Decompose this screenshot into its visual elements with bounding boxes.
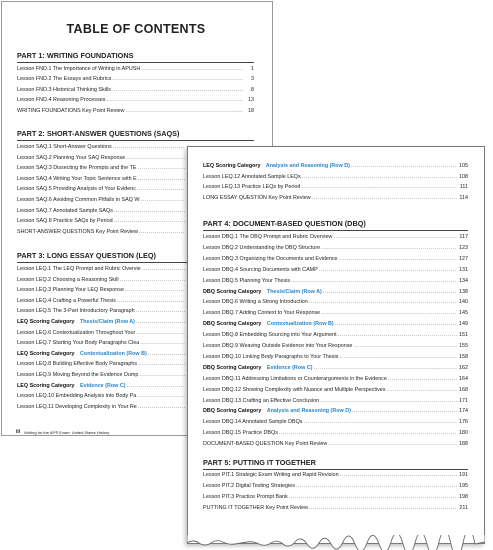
- toc-entry: [203, 267, 468, 274]
- entry-title: Lesson LEQ.6 Contextualization Throughout Your: [17, 329, 136, 336]
- scoring-category-label: [17, 383, 126, 390]
- dot-leader: [303, 419, 457, 426]
- dot-leader: [140, 197, 185, 204]
- category-name: LEQ Scoring Category: [17, 319, 75, 325]
- dot-leader: [139, 372, 185, 379]
- toc-entry: [203, 472, 468, 479]
- scoring-category-label: [203, 321, 334, 328]
- page-number: 168: [459, 386, 468, 393]
- page-number: 140: [459, 299, 468, 306]
- entry-title: Lesson LEQ.4 Crafting a Powerful Thesis: [17, 297, 116, 304]
- entry-title: Lesson DBQ.11 Addressing Limitations or Counterarguments in the Evidence: [203, 375, 387, 382]
- toc-entry: [17, 340, 186, 347]
- toc-entry: [17, 87, 254, 94]
- entry-title: Lesson DBQ.10 Linking Body Paragraphs to Your Thesis: [203, 353, 339, 360]
- dot-leader: [140, 340, 185, 347]
- dot-leader: [340, 472, 457, 479]
- category-row-label: Evidence (Row C): [265, 364, 313, 371]
- dot-leader: [351, 163, 457, 170]
- dot-leader: [301, 184, 457, 191]
- scoring-category-label: [17, 319, 135, 326]
- page-number: 114: [459, 194, 468, 201]
- toc-entry: [203, 278, 468, 285]
- entry-title: Lesson SAQ.5 Providing Analysis of Your Evidenc: [17, 186, 136, 193]
- entry-title: Lesson SAQ.2 Planning Your SAQ Response: [17, 154, 126, 161]
- page-number: 171: [459, 397, 468, 404]
- toc-entry: [17, 330, 186, 337]
- scoring-category-row: [17, 319, 186, 326]
- dot-leader: [142, 266, 185, 273]
- page-number: 158: [459, 353, 468, 360]
- page-number: 131: [459, 266, 468, 273]
- page-number: 155: [459, 343, 468, 349]
- entry-title: Lesson SAQ.6 Avoiding Common Pitfalls in SAQ W: [17, 197, 140, 203]
- dot-leader: [120, 277, 185, 284]
- category-row-label: Contextualization (Row B): [265, 321, 334, 328]
- toc-entry: [203, 245, 468, 252]
- scoring-category-row: [203, 365, 468, 372]
- dot-leader: [137, 186, 185, 193]
- category-row-label: Contextualization (Row B): [78, 350, 147, 357]
- toc-entry: [17, 393, 186, 400]
- toc-entry: [203, 195, 468, 202]
- entry-title: Lesson LEQ.8 Building Effective Body Paragraphs: [17, 361, 138, 368]
- part5-rule: [203, 469, 468, 470]
- category-row-label: Analysis and Reasoning (Row D): [265, 408, 351, 415]
- category-name: DBQ Scoring Category: [203, 408, 262, 415]
- entry-title: Lesson DBQ.3 Organizing the Documents and Evidence: [203, 255, 338, 262]
- dot-leader: [313, 365, 457, 372]
- dot-leader: [320, 398, 457, 405]
- toc-entry: [203, 430, 468, 437]
- entry-title: Lesson LEQ.9 Moving Beyond the Evidence Dump: [17, 372, 139, 378]
- category-name: LEQ Scoring Category: [203, 163, 261, 169]
- dot-leader: [323, 289, 457, 296]
- dot-leader: [106, 97, 243, 104]
- entry-title: Lesson LEQ.2 Choosing a Reasoning Skill: [17, 276, 119, 283]
- toc-entry: [203, 505, 468, 512]
- page-number: 123: [459, 244, 468, 251]
- part4-rule: [203, 230, 468, 231]
- category-name: DBQ Scoring Category: [203, 364, 262, 371]
- toc-entry: [203, 332, 468, 339]
- dot-leader: [137, 393, 185, 400]
- dot-leader: [141, 66, 243, 73]
- part5-heading: PART 5: PUTTING IT TOGETHER: [203, 458, 316, 467]
- entry-title: Lesson DBQ.5 Planning Your Thesis: [203, 277, 291, 284]
- entry-title: Lesson DBQ.4 Sourcing Documents with CAMP: [203, 266, 318, 273]
- entry-title: Lesson DBQ.14 Annotated Sample DBQs: [203, 419, 303, 426]
- entry-title: Lesson DBQ.9 Weaving Outside Evidence into Your Response: [203, 343, 353, 349]
- dot-leader: [113, 144, 185, 151]
- page-number: 151: [459, 332, 468, 339]
- entry-title: Lesson DBQ.6 Writing a Strong Introduction: [203, 299, 308, 306]
- page-number: 111: [459, 184, 468, 191]
- scoring-category-row: [203, 289, 468, 296]
- dot-leader: [353, 343, 457, 350]
- page-number: 149: [459, 321, 468, 328]
- entry-title: Lesson LEQ.11 Developing Complexity in Your Re: [17, 403, 137, 410]
- entry-title: Lesson SAQ.7 Annotated Sample SAQs: [17, 207, 113, 214]
- dot-leader: [339, 354, 457, 361]
- toc-entry: [203, 310, 468, 317]
- toc-entry: [203, 184, 468, 191]
- part4-heading: PART 4: DOCUMENT-BASED QUESTION (DBQ): [203, 219, 366, 228]
- toc-entry: [17, 404, 186, 411]
- toc-entry: [17, 144, 186, 151]
- toc-entry: [17, 266, 186, 273]
- toc-entry: [203, 387, 468, 394]
- page-number: 191: [459, 472, 468, 478]
- toc-entry: [17, 229, 186, 236]
- category-row-label: Analysis and Reasoning (Row D): [264, 163, 350, 169]
- toc-entry: [17, 298, 186, 305]
- dot-leader: [114, 208, 185, 215]
- dot-leader: [335, 321, 457, 328]
- page-number: 117: [459, 234, 468, 240]
- entry-title: Lesson FND.4 Reasoning Processes: [17, 97, 106, 104]
- entry-title: Lesson LEQ.10 Embedding Analysis into Body Pa: [17, 393, 137, 400]
- toc-entry: [17, 287, 186, 294]
- page-title: TABLE OF CONTENTS: [66, 22, 206, 36]
- part2-heading: PART 2: SHORT-ANSWER QUESTIONS (SAQS): [17, 129, 180, 138]
- scoring-category-label: [203, 408, 351, 415]
- entry-title: Lesson PIT.1 Strategic Exam Writing and Rapid Revision: [203, 472, 339, 478]
- entry-title: DOCUMENT-BASED QUESTION Key Point Review: [203, 441, 328, 448]
- category-row-label: Thesis/Claim (Row A): [265, 288, 322, 295]
- scoring-category-row: [17, 351, 186, 358]
- dot-leader: [388, 376, 457, 383]
- category-name: LEQ Scoring Category: [17, 350, 75, 357]
- toc-entry: [203, 256, 468, 263]
- category-name: DBQ Scoring Category: [203, 288, 262, 295]
- page-number: 134: [459, 277, 468, 284]
- category-row-label: Evidence (Row C): [78, 382, 126, 389]
- entry-title: Lesson PIT.3 Practice Prompt Bank: [203, 493, 288, 500]
- dot-leader: [125, 287, 185, 294]
- dot-leader: [138, 176, 185, 183]
- toc-entry: [17, 361, 186, 368]
- footer-title: Writing for the AP® Exam: United States History: [24, 429, 110, 435]
- part1-rule: [17, 62, 254, 63]
- toc-entry: [203, 483, 468, 490]
- dot-leader: [309, 505, 457, 512]
- page-number: 162: [459, 364, 468, 371]
- part1-heading: PART 1: WRITING FOUNDATIONS: [17, 51, 134, 60]
- category-name: DBQ Scoring Category: [203, 321, 262, 328]
- dot-leader: [139, 229, 185, 236]
- page-footer: [16, 429, 109, 435]
- scoring-category-label: [203, 289, 322, 296]
- toc-entry: [203, 299, 468, 306]
- entry-title: Lesson FND.1 The Importance of Writing in APUSH: [17, 66, 141, 72]
- part3-heading: PART 3: LONG ESSAY QUESTION (LEQ): [17, 251, 156, 260]
- dot-leader: [312, 195, 457, 202]
- dot-leader: [136, 319, 185, 326]
- entry-title: Lesson SAQ.3 Dissecting the Prompts and the TE: [17, 165, 137, 172]
- dot-leader: [117, 298, 185, 305]
- page-number: 18: [248, 107, 254, 114]
- dot-leader: [127, 383, 185, 390]
- entry-title: Lesson DBQ.8 Embedding Sourcing into Your Argument: [203, 332, 337, 339]
- entry-title: Lesson SAQ.1 Short-Answer Questions: [17, 144, 112, 150]
- page-number: 188: [459, 441, 468, 448]
- toc-entry: [17, 208, 186, 215]
- toc-entry: [17, 218, 186, 225]
- dot-leader: [114, 218, 185, 225]
- entry-title: Lesson PIT.2 Digital Testing Strategies: [203, 482, 295, 489]
- entry-title: Lesson FND.3 Historical Thinking Skills: [17, 86, 111, 93]
- page-number: 108: [459, 173, 468, 180]
- dot-leader: [112, 76, 243, 83]
- page-number: 8: [251, 86, 254, 93]
- page-number: 127: [459, 255, 468, 262]
- entry-title: Lesson DBQ.7 Adding Context to Your Response: [203, 310, 321, 317]
- entry-title: LONG ESSAY QUESTION Key Point Review: [203, 194, 311, 201]
- scoring-category-label: [203, 365, 312, 372]
- toc-entry: [17, 155, 186, 162]
- toc-entry: [203, 343, 468, 350]
- toc-entry: [17, 66, 254, 73]
- dot-leader: [137, 165, 185, 172]
- dot-leader: [321, 310, 457, 317]
- dot-leader: [291, 278, 457, 285]
- entry-title: WRITING FOUNDATIONS Key Point Review: [17, 107, 125, 114]
- dot-leader: [319, 267, 457, 274]
- dot-leader: [136, 308, 185, 315]
- toc-entry: [17, 277, 186, 284]
- part2-rule: [17, 140, 254, 141]
- page-number: 211: [459, 504, 468, 511]
- toc-entry: [203, 354, 468, 361]
- entry-title: Lesson DBQ.13 Crafting an Effective Conclusion: [203, 397, 320, 404]
- dot-leader: [296, 483, 457, 490]
- page-number: 195: [459, 482, 468, 489]
- dot-leader: [352, 408, 457, 415]
- entry-title: Lesson DBQ.15 Practice DBQs: [203, 430, 278, 437]
- dot-leader: [333, 234, 457, 241]
- toc-entry: [203, 376, 468, 383]
- toc-entry: [17, 176, 186, 183]
- toc-entry: [17, 186, 186, 193]
- dot-leader: [339, 256, 457, 263]
- entry-title: SHORT-ANSWER QUESTIONS Key Point Review: [17, 228, 138, 235]
- toc-entry: [203, 441, 468, 448]
- page-number: 145: [459, 310, 468, 317]
- dot-leader: [289, 494, 457, 501]
- entry-title: Lesson LEQ.13 Practice LEQs by Period: [203, 184, 301, 191]
- scoring-category-row: [203, 163, 468, 170]
- toc-entry: [203, 419, 468, 426]
- toc-entry: [17, 108, 254, 115]
- dot-leader: [138, 404, 185, 411]
- toc-entry: [17, 308, 186, 315]
- page-number: 13: [248, 97, 254, 104]
- entry-title: Lesson SAQ.4 Writing Your Topic Sentence with E: [17, 175, 137, 182]
- page-number: 174: [459, 408, 468, 415]
- dot-leader: [112, 87, 243, 94]
- toc-entry: [17, 97, 254, 104]
- page-number: 164: [459, 375, 468, 382]
- entry-title: Lesson DBQ.12 Showing Complexity with Nuance and Multiple Perspectives: [203, 386, 386, 393]
- toc-entry: [17, 76, 254, 83]
- entry-title: Lesson LEQ.12 Annotated Sample LEQs: [203, 173, 301, 180]
- category-row-label: Thesis/Claim (Row A): [78, 319, 135, 325]
- toc-entry: [17, 165, 186, 172]
- entry-title: Lesson DBQ.1 The DBQ Prompt and Rubric Overview: [203, 234, 333, 240]
- entry-title: Lesson DBQ.2 Understanding the DBQ Structure: [203, 244, 321, 251]
- entry-title: PUTTING IT TOGETHER Key Point Review: [203, 504, 308, 511]
- scoring-category-row: [17, 383, 186, 390]
- entry-title: Lesson LEQ.7 Starting Your Body Paragraphs Clea: [17, 340, 140, 347]
- page-number: 105: [459, 163, 468, 169]
- torn-edge: [187, 535, 485, 550]
- page-number: 1: [251, 66, 254, 72]
- page-number: 180: [459, 430, 468, 437]
- dot-leader: [338, 332, 457, 339]
- dot-leader: [386, 387, 457, 394]
- dot-leader: [328, 441, 457, 448]
- toc-entry: [203, 398, 468, 405]
- entry-title: Lesson LEQ.5 The 3-Part Introductory Paragraph: [17, 308, 135, 315]
- toc-entry: [17, 372, 186, 379]
- dot-leader: [321, 245, 457, 252]
- entry-title: Lesson FND.2 The Essays and Rubrics: [17, 76, 112, 83]
- dot-leader: [148, 351, 185, 358]
- entry-title: Lesson SAQ.8 Practice SAQs by Period: [17, 218, 113, 225]
- scoring-category-row: [203, 408, 468, 415]
- toc-entry: [203, 494, 468, 501]
- toc-entry: [203, 234, 468, 241]
- scoring-category-row: [203, 321, 468, 328]
- page-number: 3: [251, 76, 254, 83]
- dot-leader: [126, 155, 185, 162]
- entry-title: Lesson LEQ.1 The LEQ Prompt and Rubric Overvie: [17, 266, 141, 272]
- scoring-category-label: [203, 163, 350, 170]
- toc-entry: [203, 174, 468, 181]
- scoring-category-label: [17, 351, 147, 358]
- dot-leader: [136, 330, 185, 337]
- toc-entry: [17, 197, 186, 204]
- dot-leader: [302, 174, 457, 181]
- page-number: 138: [459, 288, 468, 295]
- dot-leader: [138, 361, 185, 368]
- dot-leader: [279, 430, 457, 437]
- footer-page-number: iii: [16, 429, 21, 435]
- page-number: 176: [459, 419, 468, 426]
- page-number: 198: [459, 493, 468, 500]
- entry-title: Lesson LEQ.3 Planning Your LEQ Response: [17, 287, 124, 294]
- dot-leader: [309, 299, 457, 306]
- category-name: LEQ Scoring Category: [17, 382, 75, 389]
- dot-leader: [125, 108, 243, 115]
